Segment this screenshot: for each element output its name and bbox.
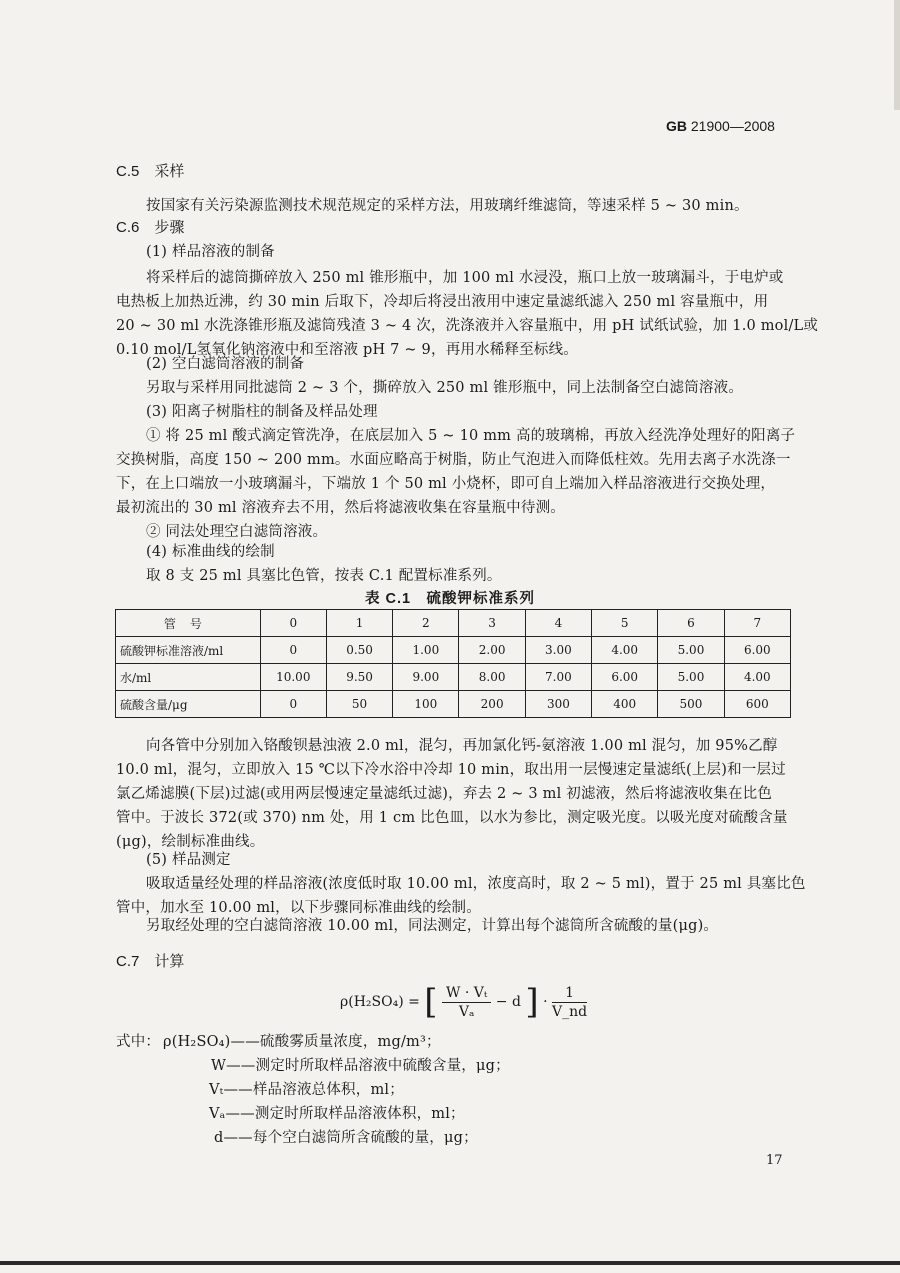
paragraph-line: 将采样后的滤筒撕碎放入 250 ml 锥形瓶中，加 100 ml 水浸没，瓶口上放一玻璃漏斗，于电炉或 [146, 270, 784, 286]
section-heading-c7: C.7 计算 [116, 953, 185, 970]
subheading-resin-column: (3) 阳离子树脂柱的制备及样品处理 [146, 404, 378, 420]
table-row [116, 664, 791, 691]
table-header-cell: 7 [724, 610, 790, 637]
section-heading-c6: C.6 步骤 [116, 219, 185, 236]
variable-definition: ρ(H₂SO₄)——硫酸雾质量浓度，mg/m³； [163, 1034, 441, 1050]
paragraph-line: ① 将 25 ml 酸式滴定管洗净，在底层加入 5 ~ 10 mm 高的玻璃棉，再放入经洗净处理好的阳离子 [146, 428, 796, 444]
page-number: 17 [766, 1153, 783, 1168]
scan-bottom-edge [0, 1261, 900, 1265]
standard-series-table [115, 609, 791, 718]
table-cell: 5.00 [658, 637, 724, 664]
table-cell: 0 [260, 637, 326, 664]
formula-denominator: V_nd [552, 1003, 588, 1020]
formula-minus-d: − d [495, 994, 521, 1010]
subheading-standard-curve: (4) 标准曲线的绘制 [146, 544, 275, 560]
formula-fraction [552, 984, 587, 1021]
table-title: 表 C.1 硫酸钾标准系列 [364, 591, 536, 607]
section-heading-c5: C.5 采样 [116, 163, 185, 180]
table-row-label: 硫酸钾标准溶液/ml [116, 637, 261, 664]
table-header-cell: 5 [592, 610, 658, 637]
paragraph-line: 向各管中分别加入铬酸钡悬浊液 2.0 ml，混匀，再加氯化钙-氨溶液 1.00 ml 混匀，加 95%乙醇 [146, 738, 778, 754]
table-cell: 4.00 [592, 637, 658, 664]
formula-bracket-close: ] [525, 982, 539, 1022]
table-header-cell: 6 [658, 610, 724, 637]
table-header-cell: 0 [260, 610, 326, 637]
paragraph-line: 氯乙烯滤膜(下层)过滤(或用两层慢速定量滤纸过滤)，弃去 2 ~ 3 ml 初滤液，然后将滤液收集在比色 [116, 786, 773, 802]
table-cell: 10.00 [260, 664, 326, 691]
paragraph-c5: 按国家有关污染源监测技术规范规定的采样方法，用玻璃纤维滤筒，等速采样 5 ~ 30 min。 [146, 198, 749, 214]
table-cell: 1.00 [393, 637, 459, 664]
formula-dot: · [543, 994, 548, 1010]
scan-edge-shadow [894, 0, 900, 110]
subheading-sample-measurement: (5) 样品测定 [146, 852, 231, 868]
paragraph-line: 取 8 支 25 ml 具塞比色管，按表 C.1 配置标准系列。 [146, 568, 502, 584]
table-cell: 9.00 [393, 664, 459, 691]
table-cell: 9.50 [326, 664, 392, 691]
table-header-cell: 管号 [116, 610, 261, 637]
table-cell: 3.00 [525, 637, 591, 664]
table-cell: 5.00 [658, 664, 724, 691]
where-lead: 式中： [116, 1034, 161, 1050]
table-cell: 2.00 [459, 637, 525, 664]
table-cell: 4.00 [724, 664, 790, 691]
paragraph-line: 吸取适量经处理的样品溶液(浓度低时取 10.00 ml，浓度高时，取 2 ~ 5 ml)，置于 25 ml 具塞比色 [146, 876, 806, 892]
paragraph-line: ② 同法处理空白滤筒溶液。 [146, 524, 328, 540]
formula-numerator: 1 [552, 984, 587, 1003]
variable-definition: Vₐ——测定时所取样品溶液体积，ml； [209, 1106, 465, 1122]
table-header-cell: 4 [525, 610, 591, 637]
table-cell: 600 [724, 691, 790, 718]
table-cell: 100 [393, 691, 459, 718]
table-row-label: 硫酸含量/μg [116, 691, 261, 718]
standard-code: 21900—2008 [690, 118, 775, 134]
table-cell: 500 [658, 691, 724, 718]
table-header-cell: 3 [459, 610, 525, 637]
formula-numerator: W · Vₜ [442, 984, 491, 1003]
table-row-label: 水/ml [116, 664, 261, 691]
standard-number [666, 118, 775, 134]
table-cell: 6.00 [592, 664, 658, 691]
variable-definition: d——每个空白滤筒所含硫酸的量，μg； [214, 1130, 478, 1146]
table-row [116, 637, 791, 664]
calculation-formula [340, 982, 587, 1022]
paragraph-line: 管中，加水至 10.00 ml，以下步骤同标准曲线的绘制。 [116, 900, 481, 916]
paragraph-line: 另取与采样用同批滤筒 2 ~ 3 个，撕碎放入 250 ml 锥形瓶中，同上法制备空白滤筒溶液。 [146, 380, 744, 396]
table-header-row [116, 610, 791, 637]
variable-definition: Vₜ——样品溶液总体积，ml； [209, 1082, 404, 1098]
paragraph-line: 电热板上加热近沸，约 30 min 后取下，冷却后将浸出液用中速定量滤纸滤入 250 ml 容量瓶中，用 [116, 294, 769, 310]
table-cell: 0 [260, 691, 326, 718]
paragraph-line: 最初流出的 30 ml 溶液弃去不用，然后将滤液收集在容量瓶中待测。 [116, 500, 565, 516]
table-header-cell: 1 [326, 610, 392, 637]
table-cell: 300 [525, 691, 591, 718]
variable-definition: W——测定时所取样品溶液中硫酸含量，μg； [211, 1058, 510, 1074]
formula-lhs: ρ(H₂SO₄) = [340, 994, 420, 1010]
paragraph-line: 0.10 mol/L氢氧化钠溶液中和至溶液 pH 7 ~ 9，再用水稀释至标线。 [116, 342, 578, 358]
paragraph-line: 管中。于波长 372(或 370) nm 处，用 1 cm 比色皿，以水为参比，测定吸光度。以吸光度对硫酸含量 [116, 810, 788, 826]
subheading-sample-solution: (1) 样品溶液的制备 [146, 244, 275, 260]
table-row [116, 691, 791, 718]
formula-fraction [442, 984, 491, 1021]
paragraph-line: 10.0 ml，混匀，立即放入 15 ℃以下冷水浴中冷却 10 min，取出用一层慢速定量滤纸(上层)和一层过 [116, 762, 786, 778]
table-cell: 400 [592, 691, 658, 718]
table-cell: 0.50 [326, 637, 392, 664]
subheading-blank-solution: (2) 空白滤筒溶液的制备 [146, 356, 305, 372]
table-cell: 7.00 [525, 664, 591, 691]
paragraph-line: 另取经处理的空白滤筒溶液 10.00 ml，同法测定，计算出每个滤筒所含硫酸的量(μg)。 [146, 918, 719, 934]
table-cell: 200 [459, 691, 525, 718]
formula-bracket-open: [ [424, 982, 438, 1022]
table-cell: 6.00 [724, 637, 790, 664]
table-header-cell: 2 [393, 610, 459, 637]
standard-prefix: GB [666, 118, 687, 134]
table-cell: 50 [326, 691, 392, 718]
paragraph-line: 20 ~ 30 ml 水洗涤锥形瓶及滤筒残渣 3 ~ 4 次，洗涤液并入容量瓶中，用 pH 试纸试验，加 1.0 mol/L或 [116, 318, 819, 334]
formula-denominator: Vₐ [458, 1003, 475, 1020]
paragraph-line: 下，在上口端放一小玻璃漏斗，下端放 1 个 50 ml 小烧杯，即可自上端加入样品溶液进行交换处理， [116, 476, 776, 492]
paragraph-line: (μg)，绘制标准曲线。 [116, 834, 265, 850]
paragraph-line: 交换树脂，高度 150 ~ 200 mm。水面应略高于树脂，防止气泡进入而降低柱效。先用去离子水洗涤一 [116, 452, 791, 468]
table-cell: 8.00 [459, 664, 525, 691]
